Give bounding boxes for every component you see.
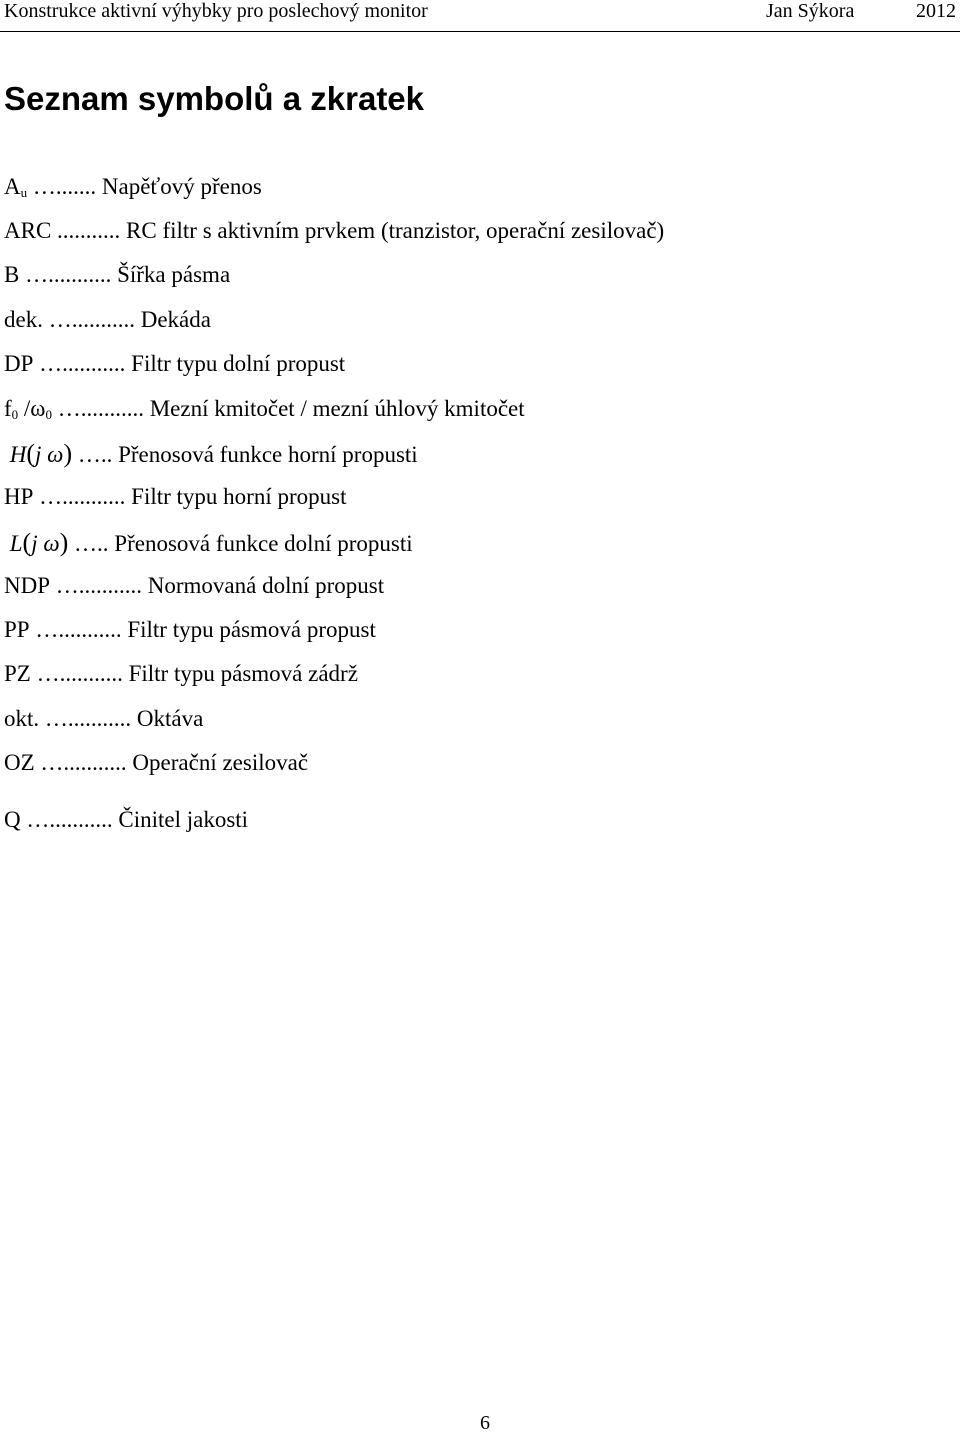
symbol: $f_0$ $/\omega_0$: [4, 396, 52, 422]
leader-dots: …...........: [34, 750, 127, 775]
symbol: DP: [4, 351, 34, 376]
leader-dots: …...........: [33, 351, 126, 376]
symbol: PP: [4, 617, 30, 642]
math-symbol: H(j ω): [9, 439, 73, 468]
list-item: [4, 750, 308, 776]
description: Přenosová funkce horní propusti: [112, 442, 418, 467]
description: Filtr typu horní propust: [125, 484, 347, 509]
symbol: NDP: [4, 573, 51, 598]
leader-dots: …..: [68, 531, 109, 556]
list-item: [4, 307, 211, 333]
list-item: [4, 262, 230, 288]
symbol: okt.: [4, 706, 40, 731]
document-title: Konstrukce aktivní výhybky pro poslechový monitor: [4, 0, 428, 22]
list-item: [4, 573, 384, 599]
symbol: dek.: [4, 307, 43, 332]
list-item: [4, 617, 376, 643]
symbol: HP: [4, 484, 34, 509]
symbol: OZ: [4, 750, 35, 775]
description: Operační zesilovač: [126, 750, 309, 775]
math-symbol: L(j ω): [9, 528, 69, 557]
list-item: [4, 351, 345, 377]
symbol: $A_u$: [4, 174, 28, 200]
leader-dots: …...........: [51, 396, 144, 421]
leader-dots: ...........: [51, 218, 121, 243]
leader-dots: …...........: [42, 307, 135, 332]
leader-dots: …...........: [29, 617, 122, 642]
description: RC filtr s aktivním prvkem (tranzistor, operační zesilovač): [120, 218, 665, 243]
symbol: ARC: [4, 218, 52, 243]
description: Oktáva: [131, 706, 204, 731]
symbol: Q: [4, 807, 21, 832]
description: Filtr typu dolní propust: [125, 351, 346, 376]
list-item: [4, 484, 346, 510]
description: Normovaná dolní propust: [142, 573, 385, 598]
list-item: [4, 174, 262, 201]
description: Činitel jakosti: [112, 807, 249, 832]
section-heading: Seznam symbolů a zkratek: [4, 80, 425, 117]
symbol: PZ: [4, 661, 31, 686]
list-item: [4, 218, 664, 244]
description: Dekáda: [134, 307, 211, 332]
list-item: [4, 528, 413, 558]
year: 2012: [916, 0, 956, 22]
symbol: B: [4, 262, 20, 287]
description: Filtr typu pásmová zádrž: [122, 661, 358, 686]
description: Filtr typu pásmová propust: [121, 617, 376, 642]
list-item: [4, 807, 248, 833]
list-item: [4, 396, 525, 423]
list-item: [4, 439, 418, 469]
author-name: Jan Sýkora: [766, 0, 855, 22]
leader-dots: …...........: [39, 706, 132, 731]
leader-dots: ….......: [27, 174, 97, 199]
leader-dots: …..: [72, 442, 113, 467]
leader-dots: …...........: [33, 484, 126, 509]
list-item: [4, 661, 358, 687]
description: Šířka pásma: [111, 262, 231, 287]
leader-dots: …...........: [20, 807, 113, 832]
description: Mezní kmitočet / mezní úhlový kmitočet: [143, 396, 525, 421]
leader-dots: …...........: [50, 573, 143, 598]
page-number: 6: [480, 1412, 490, 1434]
leader-dots: …...........: [30, 661, 123, 686]
description: Přenosová funkce dolní propusti: [108, 531, 413, 556]
description: Napěťový přenos: [96, 174, 262, 199]
page-header: [0, 0, 960, 32]
leader-dots: …...........: [19, 262, 112, 287]
list-item: [4, 706, 203, 732]
